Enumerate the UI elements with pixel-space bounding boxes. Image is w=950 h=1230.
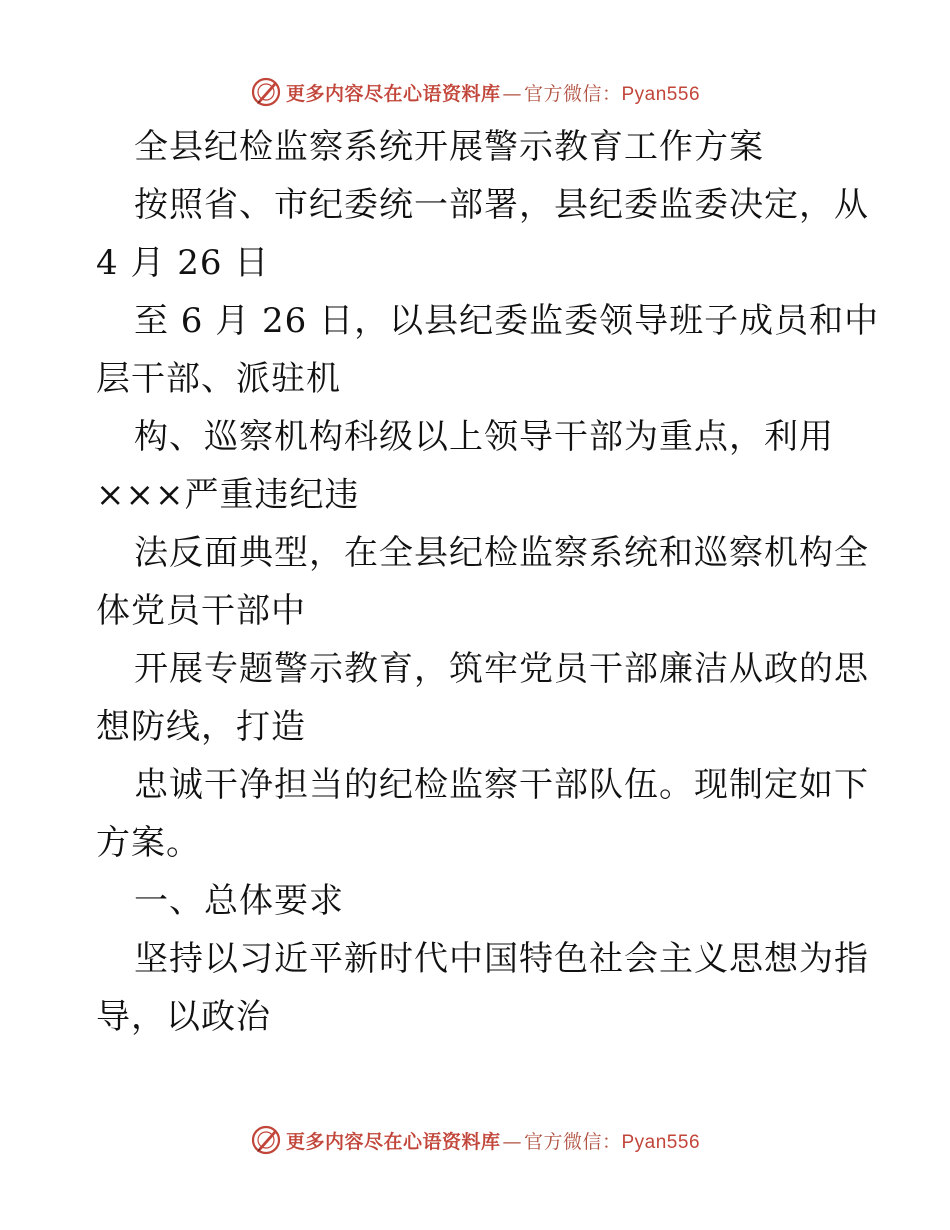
section-heading: 一、总体要求 <box>134 881 344 921</box>
watermark-wechat-id: Pyan556 <box>621 83 701 105</box>
paragraph-line: 法反面典型，在全县纪检监察系统和巡察机构全 <box>134 533 869 573</box>
paragraph-line: 方案。 <box>96 823 201 863</box>
watermark-official-label: 官方微信： <box>523 1130 622 1153</box>
quill-pen-logo-icon <box>250 1124 282 1156</box>
paragraph-line: 坚持以习近平新时代中国特色社会主义思想为指 <box>134 939 869 979</box>
watermark-brand: 更多内容尽在心语资料库 <box>285 82 501 105</box>
paragraph-line: 开展专题警示教育，筑牢党员干部廉洁从政的思 <box>134 649 869 689</box>
paragraph-line: 想防线，打造 <box>96 707 306 747</box>
watermark-dash: — <box>502 82 522 105</box>
paragraph-line: 至 6 月 26 日，以县纪委监委领导班子成员和中 <box>134 301 880 341</box>
watermark-brand: 更多内容尽在心语资料库 <box>285 1130 501 1153</box>
paragraph-line: 按照省、市纪委统一部署，县纪委监委决定，从 <box>134 185 869 225</box>
quill-pen-logo-icon <box>250 76 282 108</box>
paragraph-line: 忠诚干净担当的纪检监察干部队伍。现制定如下 <box>134 765 869 805</box>
watermark-wechat-id: Pyan556 <box>621 1131 701 1153</box>
watermark-official-label: 官方微信： <box>523 82 622 105</box>
paragraph-line: ×××严重违纪违 <box>96 475 360 515</box>
header-watermark <box>0 72 950 112</box>
paragraph-line: 层干部、派驻机 <box>96 359 341 399</box>
paragraph-line: 构、巡察机构科级以上领导干部为重点，利用 <box>134 417 834 457</box>
footer-watermark <box>0 1120 950 1160</box>
document-body <box>96 118 880 1046</box>
watermark-dash: — <box>502 1130 522 1153</box>
paragraph-line: 导，以政治 <box>96 997 271 1037</box>
paragraph-line: 4 月 26 日 <box>96 243 270 283</box>
document-title: 全县纪检监察系统开展警示教育工作方案 <box>134 127 764 167</box>
paragraph-line: 体党员干部中 <box>96 591 306 631</box>
